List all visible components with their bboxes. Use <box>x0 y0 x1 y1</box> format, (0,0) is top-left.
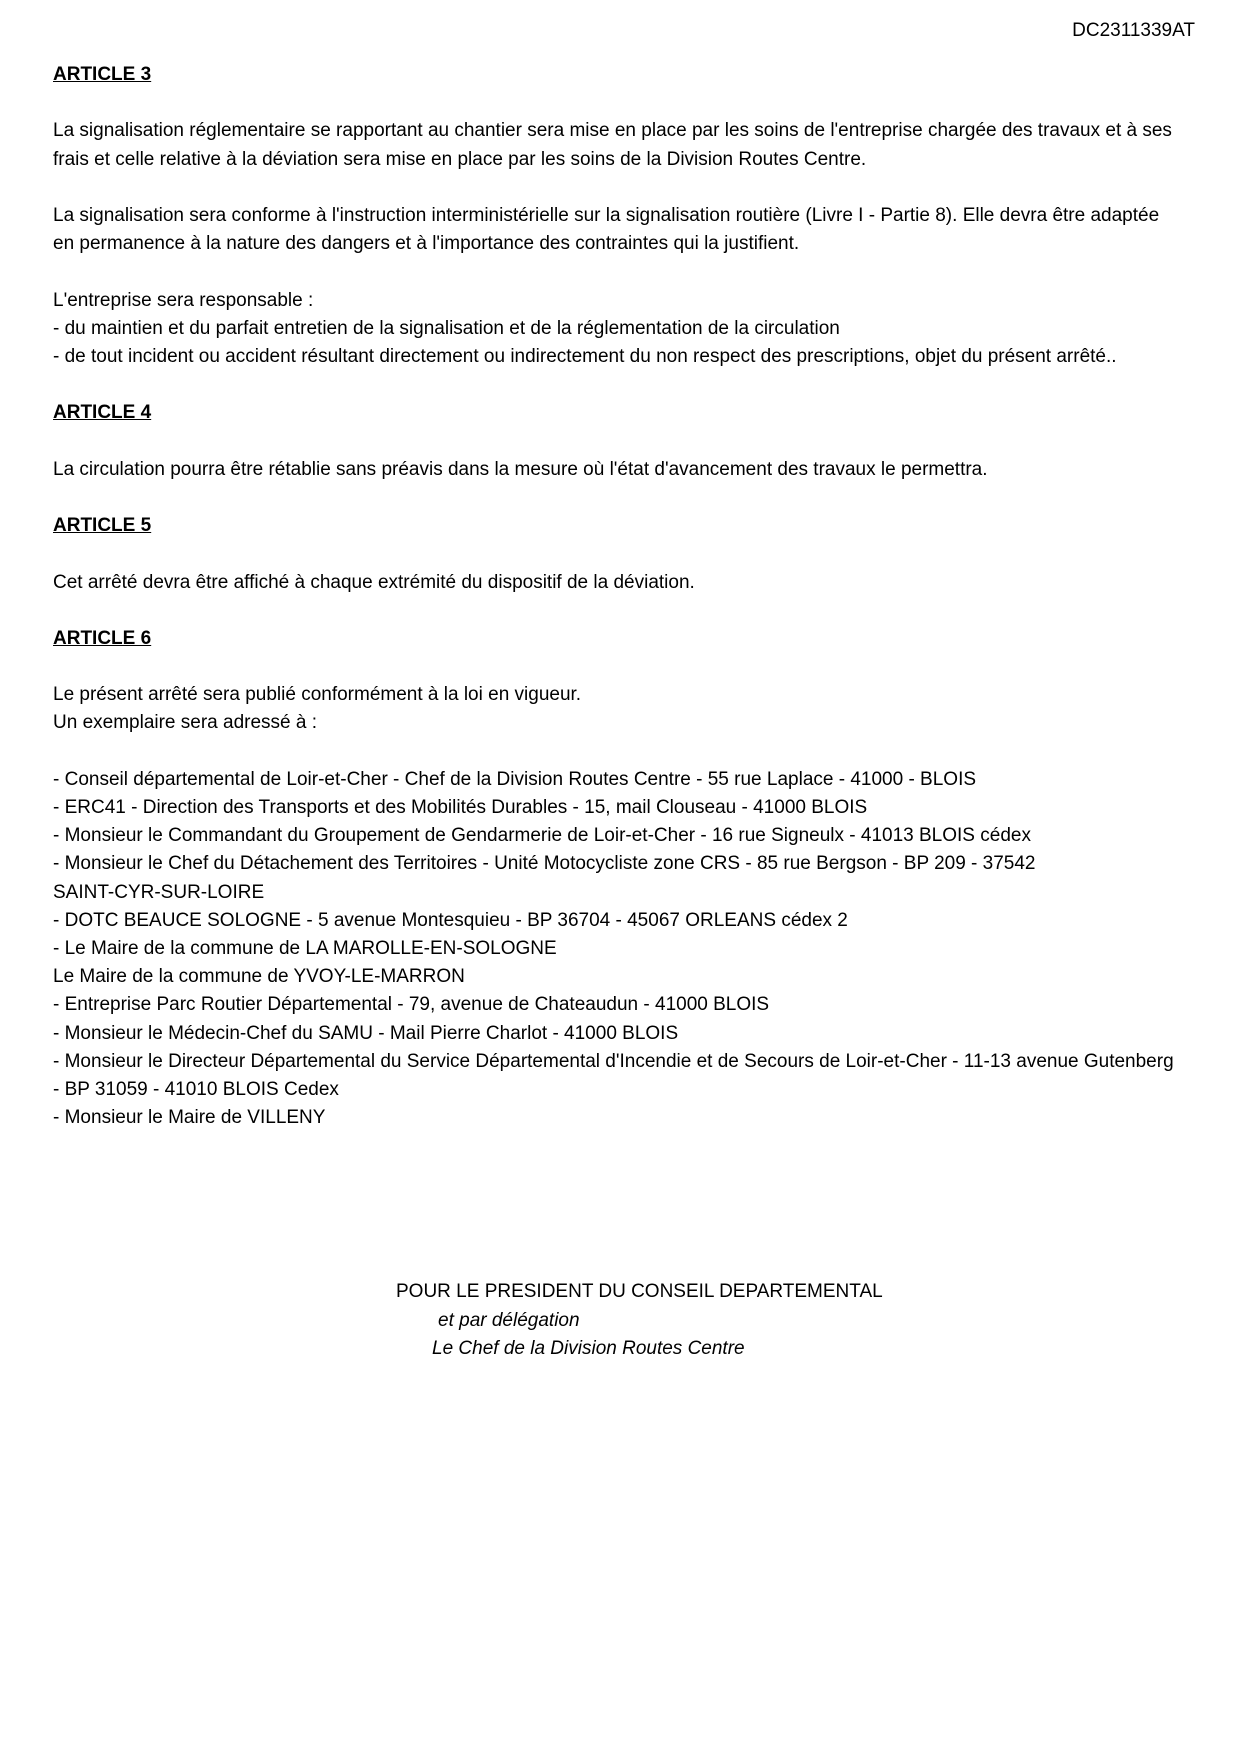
article-6-title: ARTICLE 6 <box>53 627 152 649</box>
article-3-responsibility-intro: L'entreprise sera responsable : <box>53 289 314 311</box>
document-body <box>53 61 1193 1133</box>
article-5-paragraph: Cet arrêté devra être affiché à chaque extrémité du dispositif de la déviation. <box>53 571 695 593</box>
article-3-paragraph-2-line-1: La signalisation sera conforme à l'instruction interministérielle sur la signalisation routière (Livre I - Partie 8). Elle devra être adaptée <box>53 204 1160 226</box>
recipient-item: - Monsieur le Maire de VILLENY <box>53 1107 326 1129</box>
recipient-list <box>53 766 1193 1133</box>
article-3-responsibility-item-1: - du maintien et du parfait entretien de la signalisation et de la réglementation de la circulation <box>53 317 840 339</box>
signature-block <box>396 1278 883 1364</box>
article-3-responsibility-item-2: - de tout incident ou accident résultant directement ou indirectement du non respect des prescriptions, objet du présent arrêté.. <box>53 345 1117 367</box>
article-3-paragraph-2-line-2: en permanence à la nature des dangers et à l'importance des contraintes qui la justifient. <box>53 233 800 255</box>
signature-delegation: et par délégation <box>438 1309 580 1331</box>
article-6-paragraph-line-1: Le présent arrêté sera publié conformément à la loi en vigueur. <box>53 684 582 706</box>
recipient-item: - BP 31059 - 41010 BLOIS Cedex <box>53 1079 339 1101</box>
article-6-paragraph-line-2: Un exemplaire sera adressé à : <box>53 712 318 734</box>
recipient-item: - Monsieur le Commandant du Groupement de Gendarmerie de Loir-et-Cher - 16 rue Signeulx - 41013 BLOIS cédex <box>53 825 1031 847</box>
recipient-item: - Le Maire de la commune de LA MAROLLE-EN-SOLOGNE <box>53 938 557 960</box>
recipient-item: - Monsieur le Directeur Départemental du Service Départemental d'Incendie et de Secours de Loir-et-Cher - 11-13 avenue Gutenberg <box>53 1050 1174 1072</box>
recipient-item: - Conseil départemental de Loir-et-Cher - Chef de la Division Routes Centre - 55 rue Laplace - 41000 - BLOIS <box>53 768 977 790</box>
article-3-paragraph-1-line-1: La signalisation réglementaire se rapportant au chantier sera mise en place par les soins de l'entreprise chargée des travaux et à ses <box>53 120 1172 142</box>
signature-title: POUR LE PRESIDENT DU CONSEIL DEPARTEMENTAL <box>396 1281 883 1302</box>
recipient-item: SAINT-CYR-SUR-LOIRE <box>53 881 265 903</box>
recipient-item: - Monsieur le Médecin-Chef du SAMU - Mail Pierre Charlot - 41000 BLOIS <box>53 1022 679 1044</box>
recipient-item: - ERC41 - Direction des Transports et des Mobilités Durables - 15, mail Clouseau - 41000 BLOIS <box>53 797 868 819</box>
article-4-paragraph: La circulation pourra être rétablie sans préavis dans la mesure où l'état d'avancement des travaux le permettra. <box>53 458 988 480</box>
article-5-title: ARTICLE 5 <box>53 515 152 537</box>
document-reference: DC2311339AT <box>1072 20 1195 41</box>
article-3-title: ARTICLE 3 <box>53 64 152 85</box>
signature-chef: Le Chef de la Division Routes Centre <box>432 1338 745 1360</box>
recipient-item: - Entreprise Parc Routier Départemental - 79, avenue de Chateaudun - 41000 BLOIS <box>53 994 770 1016</box>
article-4-title: ARTICLE 4 <box>53 402 152 424</box>
recipient-item: Le Maire de la commune de YVOY-LE-MARRON <box>53 966 465 988</box>
article-3-paragraph-1-line-2: frais et celle relative à la déviation sera mise en place par les soins de la Division Routes Centre. <box>53 148 867 170</box>
recipient-item: - Monsieur le Chef du Détachement des Territoires - Unité Motocycliste zone CRS - 85 rue Bergson - BP 209 - 37542 <box>53 853 1036 875</box>
recipient-item: - DOTC BEAUCE SOLOGNE - 5 avenue Montesquieu - BP 36704 - 45067 ORLEANS cédex 2 <box>53 909 848 931</box>
